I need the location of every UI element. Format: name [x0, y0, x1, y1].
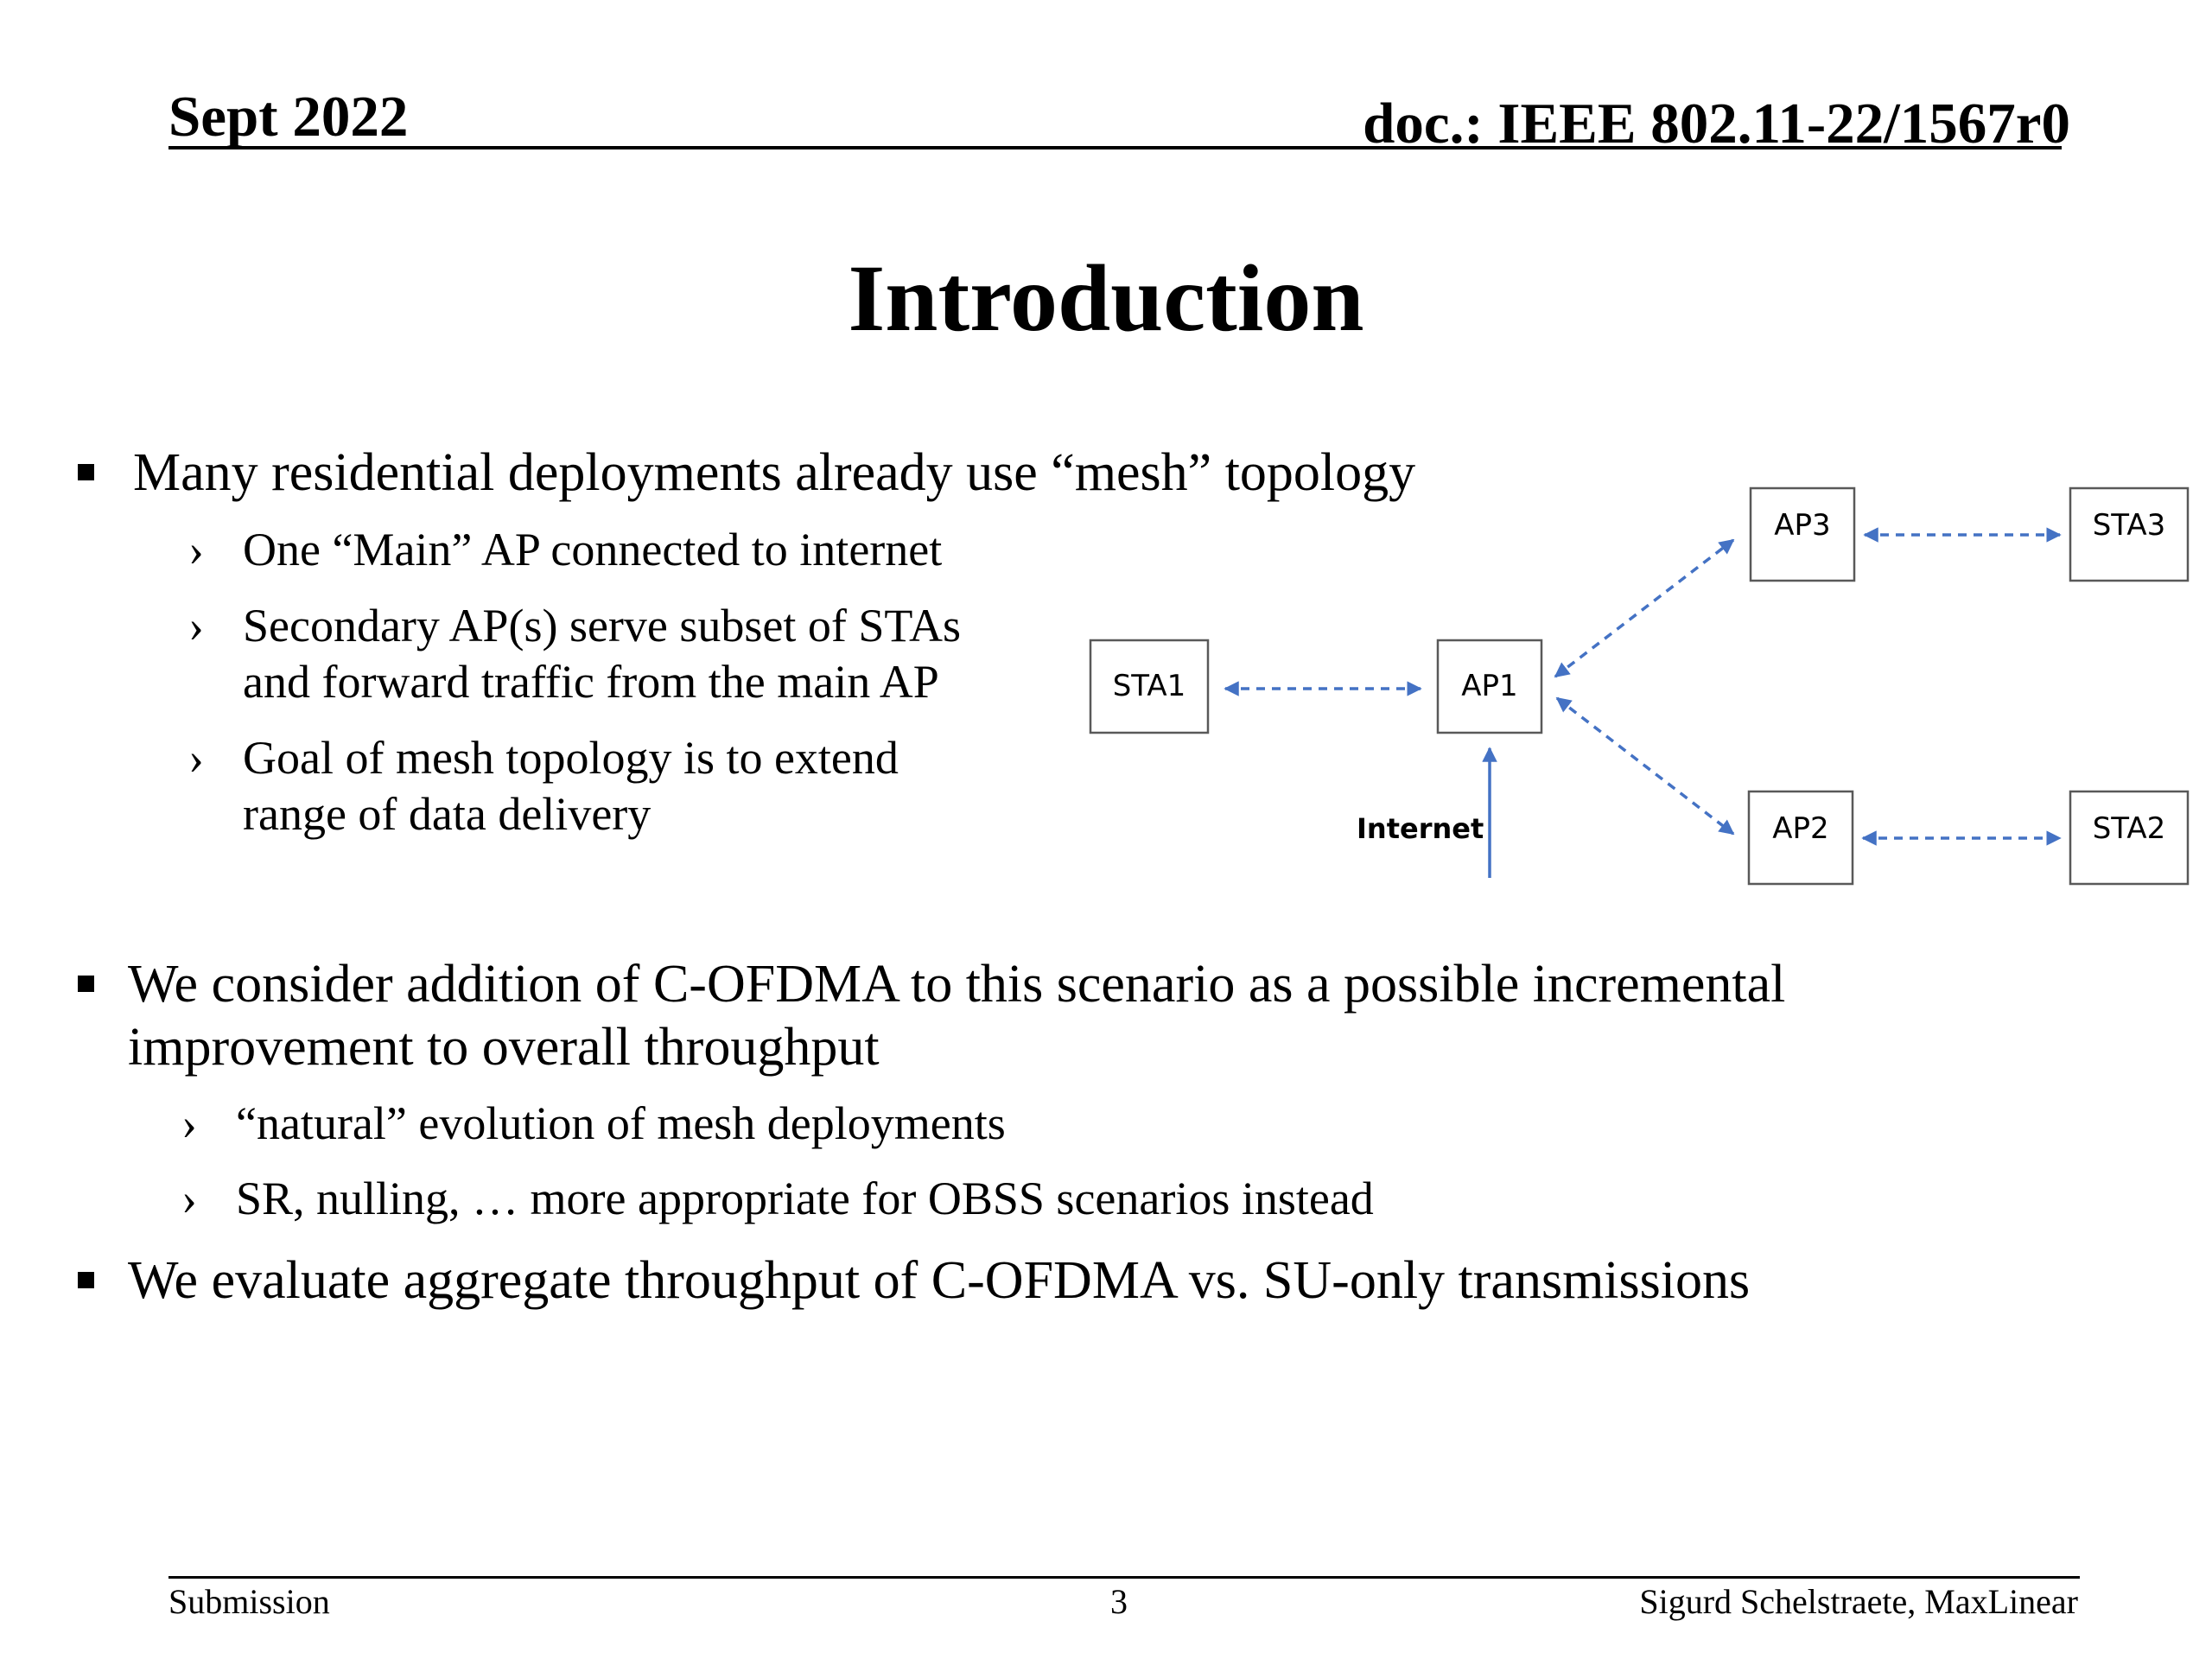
footer-author: Sigurd Schelstraete, MaxLinear: [1639, 1582, 2078, 1621]
sub-bullet-text: One “Main” AP connected to internet: [243, 524, 943, 575]
chevron-right-icon: ›: [188, 732, 204, 784]
node-ap3: [1751, 488, 1854, 581]
bullet-2-text: We consider addition of C-OFDMA to this scenario as a possible incremental: [128, 955, 1786, 1014]
page-number: 3: [1110, 1582, 1128, 1621]
sub-bullet-text: Secondary AP(s) serve subset of STAs: [243, 600, 962, 652]
sub-bullet-text: SR, nulling, … more appropriate for OBSS scenarios instead: [236, 1173, 1374, 1224]
chevron-right-icon: ›: [188, 600, 204, 652]
header-date: Sept 2022: [168, 85, 409, 149]
slide-title: Introduction: [848, 245, 1364, 351]
bullet-2-text: improvement to overall throughput: [128, 1018, 880, 1077]
link-ap1-ap3: [1555, 540, 1733, 677]
chevron-right-icon: ›: [181, 1173, 197, 1224]
node-label: STA1: [1112, 669, 1186, 703]
node-label: AP3: [1774, 508, 1831, 543]
bullet-1-text: Many residential deployments already use “mesh” topology: [133, 443, 1416, 502]
chevron-right-icon: ›: [181, 1097, 197, 1149]
bullet-3-text: We evaluate aggregate throughput of C-OFDMA vs. SU-only transmissions: [128, 1251, 1751, 1310]
node-ap1: [1438, 640, 1541, 733]
node-sta1: [1090, 640, 1208, 733]
chevron-right-icon: ›: [188, 524, 204, 575]
sub-bullet-text: range of data delivery: [243, 788, 652, 840]
node-label: AP2: [1772, 811, 1829, 846]
internet-label: Internet: [1357, 812, 1484, 845]
node-ap2: [1749, 791, 1853, 884]
footer-rule: [168, 1576, 2080, 1579]
header-doc-id: doc.: IEEE 802.11-22/1567r0: [1363, 92, 2070, 156]
node-label: AP1: [1461, 669, 1518, 703]
node-sta2: [2070, 791, 2188, 884]
link-ap1-ap2: [1557, 698, 1733, 834]
node-label: STA2: [2092, 811, 2166, 846]
sub-bullet-text: Goal of mesh topology is to extend: [243, 732, 899, 784]
footer-submission: Submission: [168, 1582, 330, 1621]
node-sta3: [2070, 488, 2188, 581]
node-label: STA3: [2092, 508, 2166, 543]
sub-bullet-text: and forward traffic from the main AP: [243, 656, 939, 708]
sub-bullet-text: “natural” evolution of mesh deployments: [236, 1097, 1006, 1149]
